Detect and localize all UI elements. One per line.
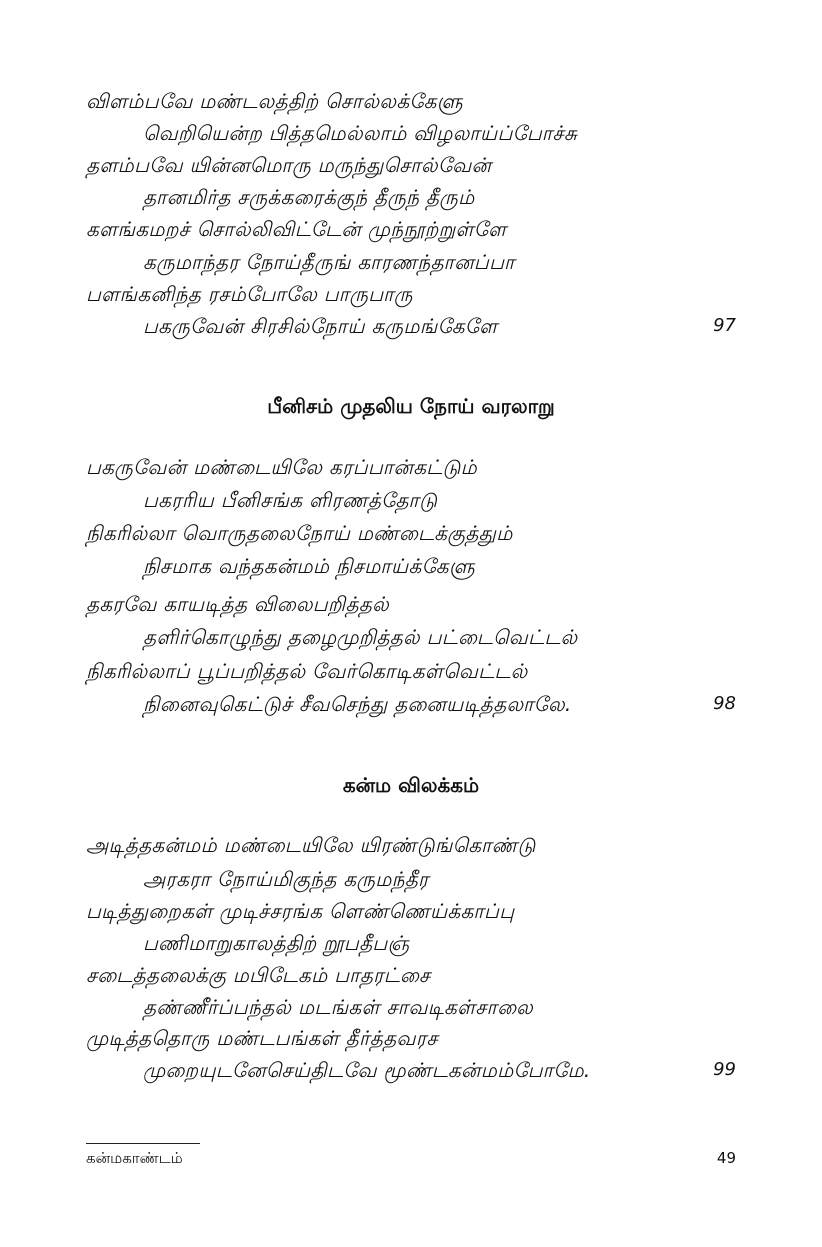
verse-97-line-8: பகருவேன் சிரசில்நோய் கருமங்கேளே	[143, 314, 498, 338]
footer-rule	[86, 1143, 200, 1144]
verse-99-line-3: படித்துறைகள் முடிச்சரங்க ளெண்ணெய்க்காப்பு	[86, 899, 515, 923]
verse-99-line-1: அடித்தகன்மம் மண்டையிலே யிரண்டுங்கொண்டு	[86, 833, 536, 857]
verse-98-line-4: நிசமாக வந்தகன்மம் நிசமாய்க்கேளு	[143, 554, 475, 578]
verse-98-line-8: நினைவுகெட்டுச் சீவசெந்து தனையடித்தலாலே.	[143, 692, 572, 716]
verse-97-line-4: தானமிர்த சருக்கரைக்குந் தீருந் தீரும்	[143, 185, 475, 209]
verse-97-line-3: தளம்பவே யின்னமொரு மருந்துசொல்வேன்	[86, 153, 492, 177]
verse-number-98: 98	[713, 693, 736, 714]
verse-98-line-3: நிகரில்லா வொருதலைநோய் மண்டைக்குத்தும்	[86, 521, 513, 545]
verse-99-line-7: முடித்ததொரு மண்டபங்கள் தீர்த்தவரச	[86, 1026, 438, 1050]
verse-97-line-2: வெறியென்ற பித்தமெல்லாம் விழலாய்ப்போச்சு	[143, 121, 578, 145]
verse-99-line-2: அரகரா நோய்மிகுந்த கருமந்தீர	[143, 867, 429, 891]
verse-98-line-7: நிகரில்லாப் பூப்பறித்தல் வேர்கொடிகள்வெட்டல்	[86, 659, 528, 683]
verse-97-line-1: விளம்பவே மண்டலத்திற் சொல்லக்கேளு	[86, 89, 463, 113]
section-heading-peenisam: பீனிசம் முதலிய நோய் வரலாறு	[267, 394, 555, 418]
footer-page-number: 49	[716, 1149, 736, 1167]
verse-97-line-7: பளங்கனிந்த ரசம்போலே பாருபாரு	[86, 282, 413, 306]
footer-book-title: கன்மகாண்டம்	[86, 1149, 183, 1167]
verse-97-line-6: கருமாந்தர நோய்தீருங் காரணந்தானப்பா	[143, 250, 515, 274]
verse-99-line-6: தண்ணீர்ப்பந்தல் மடங்கள் சாவடிகள்சாலை	[143, 995, 534, 1019]
verse-98-line-6: தளிர்கொழுந்து தழைமுறித்தல் பட்டைவெட்டல்	[143, 625, 578, 649]
verse-98-line-2: பகரரிய பீனிசங்க ளிரணத்தோடு	[143, 488, 438, 512]
section-heading-kanma-vilakkam: கன்ம விலக்கம்	[342, 773, 480, 797]
verse-99-line-4: பணிமாறுகாலத்திற் றூபதீபஞ்	[143, 931, 410, 955]
verse-98-line-5: தகரவே காயடித்த விலைபறித்தல்	[86, 592, 389, 616]
verse-99-line-8: முறையுடனேசெய்திடவே மூண்டகன்மம்போமே.	[143, 1058, 591, 1082]
verse-number-99: 99	[713, 1059, 736, 1080]
verse-97-line-5: களங்கமறச் சொல்லிவிட்டேன் முந்நூற்றுள்ளே	[86, 217, 507, 241]
verse-99-line-5: சடைத்தலைக்கு மபிடேகம் பாதரட்சை	[86, 963, 431, 987]
verse-98-line-1: பகருவேன் மண்டையிலே கரப்பான்கட்டும்	[86, 455, 478, 479]
verse-number-97: 97	[713, 315, 736, 336]
